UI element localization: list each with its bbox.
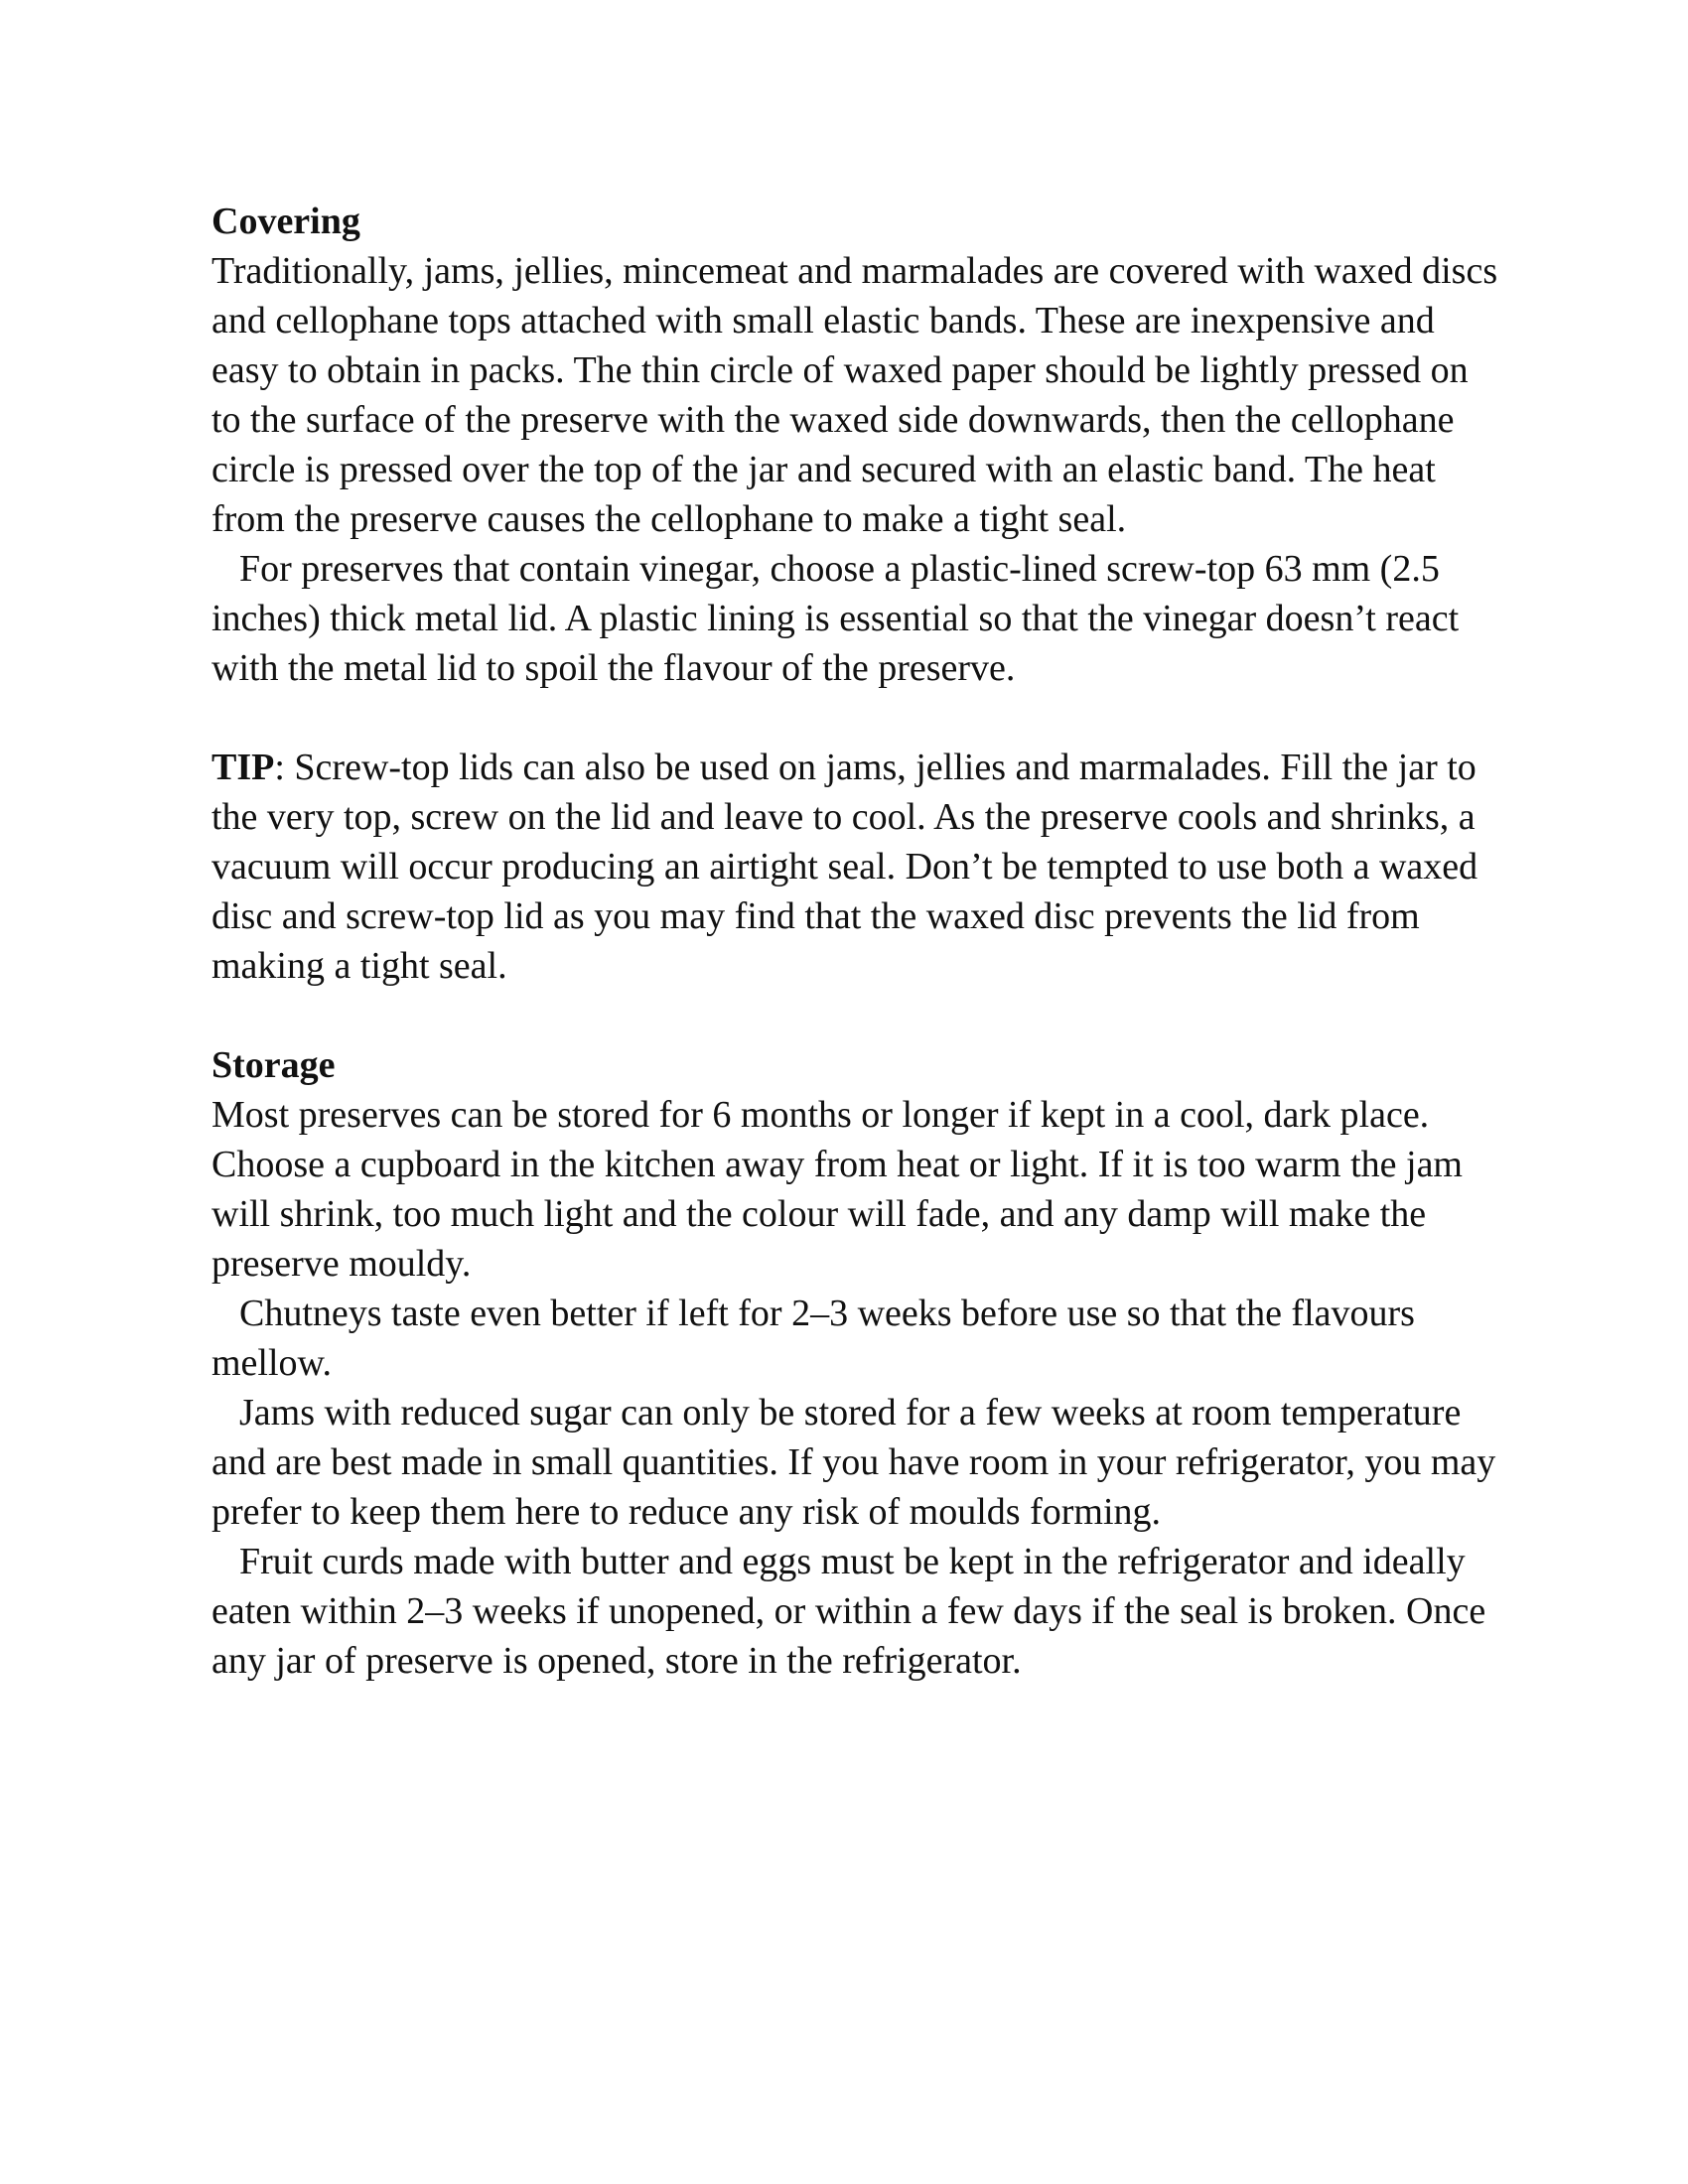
storage-paragraph-3: Jams with reduced sugar can only be stored for a few weeks at room temperature and are best made in small quantities. If you have room in your refrigerator, you may prefer to keep them here to reduce any risk of moulds forming. [211,1392,1496,1533]
tip-label: TIP [211,747,275,788]
tip-text: : Screw-top lids can also be used on jams, jellies and marmalades. Fill the jar to the very top, screw on the lid and leave to cool. As the preserve cools and shrinks, a vacuum will occur producing an airtight seal. Don’t be tempted to use both a waxed disc and screw-top lid as you may find that the waxed disc prevents the lid from making a tight seal. [211,747,1478,987]
storage-paragraph-2: Chutneys taste even better if left for 2–3 weeks before use so that the flavours mellow. [211,1293,1415,1384]
tip-paragraph [211,743,1502,991]
document-page [211,197,1502,1686]
covering-paragraph-2: For preserves that contain vinegar, choose a plastic-lined screw-top 63 mm (2.5 inches) thick metal lid. A plastic lining is essential so that the vinegar doesn’t react with the metal lid to spoil the flavour of the preserve. [211,548,1460,689]
section-spacer [211,991,1502,1040]
covering-heading: Covering [211,201,360,242]
storage-paragraph-4: Fruit curds made with butter and eggs must be kept in the refrigerator and ideally eaten within 2–3 weeks if unopened, or within a few days if the seal is broken. Once any jar of preserve is opened, store in the refrigerator. [211,1541,1486,1682]
storage-paragraph-1: Most preserves can be stored for 6 months or longer if kept in a cool, dark place. Choose a cupboard in the kitchen away from heat or light. If it is too warm the jam will shrink, too much light and the colour will fade, and any damp will make the preserve mouldy. [211,1094,1463,1285]
storage-heading: Storage [211,1044,336,1086]
section-spacer [211,693,1502,743]
covering-paragraph-1: Traditionally, jams, jellies, mincemeat and marmalades are covered with waxed discs and cellophane tops attached with small elastic bands. These are inexpensive and easy to obtain in packs. The thin circle of waxed paper should be lightly pressed on to the surface of the preserve with the waxed side downwards, then the cellophane circle is pressed over the top of the jar and secured with an elastic band. The heat from the preserve causes the cellophane to make a tight seal. [211,250,1498,540]
